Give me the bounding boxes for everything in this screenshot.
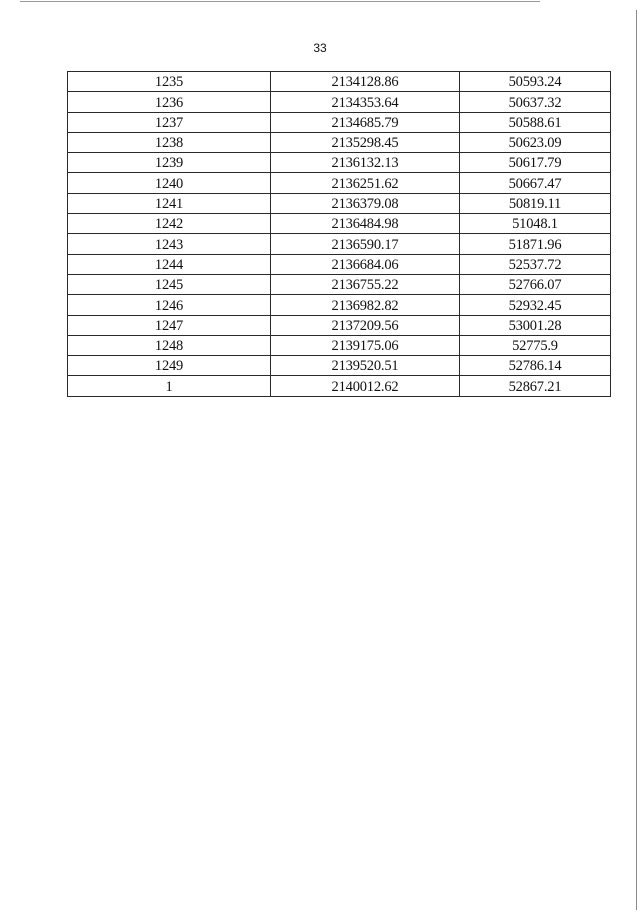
page-number: 33 [313,41,327,55]
table-row [68,295,611,315]
x-coordinate-cell: 2136132.13 [271,153,460,173]
y-coordinate-cell: 53001.28 [460,315,611,335]
table-row [68,234,611,254]
point-number-cell: 1240 [68,173,271,193]
y-coordinate-cell: 52786.14 [460,356,611,376]
x-coordinate-cell: 2134128.86 [271,72,460,92]
x-coordinate-cell: 2139175.06 [271,335,460,355]
y-coordinate-cell: 50637.32 [460,92,611,112]
x-coordinate-cell: 2136484.98 [271,214,460,234]
table-row [68,92,611,112]
y-coordinate-cell: 50667.47 [460,173,611,193]
point-number-cell: 1243 [68,234,271,254]
point-number-cell: 1245 [68,274,271,294]
point-number-cell: 1247 [68,315,271,335]
table-row [68,376,611,396]
point-number-cell: 1246 [68,295,271,315]
y-coordinate-cell: 50623.09 [460,132,611,152]
point-number-cell: 1238 [68,132,271,152]
coordinates-table [67,71,611,397]
x-coordinate-cell: 2136982.82 [271,295,460,315]
table-row [68,356,611,376]
point-number-cell: 1249 [68,356,271,376]
y-coordinate-cell: 52537.72 [460,254,611,274]
table-row [68,274,611,294]
y-coordinate-cell: 52932.45 [460,295,611,315]
y-coordinate-cell: 51871.96 [460,234,611,254]
table-row [68,315,611,335]
x-coordinate-cell: 2136590.17 [271,234,460,254]
y-coordinate-cell: 50588.61 [460,112,611,132]
x-coordinate-cell: 2135298.45 [271,132,460,152]
point-number-cell: 1239 [68,153,271,173]
x-coordinate-cell: 2137209.56 [271,315,460,335]
table-row [68,153,611,173]
table-row [68,112,611,132]
point-number-cell: 1 [68,376,271,396]
table-row [68,214,611,234]
x-coordinate-cell: 2134685.79 [271,112,460,132]
x-coordinate-cell: 2134353.64 [271,92,460,112]
table-row [68,132,611,152]
point-number-cell: 1248 [68,335,271,355]
x-coordinate-cell: 2136379.08 [271,193,460,213]
y-coordinate-cell: 50819.11 [460,193,611,213]
point-number-cell: 1236 [68,92,271,112]
y-coordinate-cell: 52775.9 [460,335,611,355]
coordinates-table-body [68,72,611,397]
y-coordinate-cell: 52766.07 [460,274,611,294]
table-row [68,335,611,355]
x-coordinate-cell: 2136755.22 [271,274,460,294]
x-coordinate-cell: 2140012.62 [271,376,460,396]
table-row [68,72,611,92]
x-coordinate-cell: 2136251.62 [271,173,460,193]
point-number-cell: 1235 [68,72,271,92]
point-number-cell: 1241 [68,193,271,213]
scan-top-edge [20,1,540,2]
table-row [68,254,611,274]
point-number-cell: 1244 [68,254,271,274]
y-coordinate-cell: 50593.24 [460,72,611,92]
y-coordinate-cell: 52867.21 [460,376,611,396]
y-coordinate-cell: 50617.79 [460,153,611,173]
table-row [68,173,611,193]
y-coordinate-cell: 51048.1 [460,214,611,234]
table-row [68,193,611,213]
x-coordinate-cell: 2139520.51 [271,356,460,376]
point-number-cell: 1242 [68,214,271,234]
point-number-cell: 1237 [68,112,271,132]
x-coordinate-cell: 2136684.06 [271,254,460,274]
scan-right-edge [636,10,637,910]
